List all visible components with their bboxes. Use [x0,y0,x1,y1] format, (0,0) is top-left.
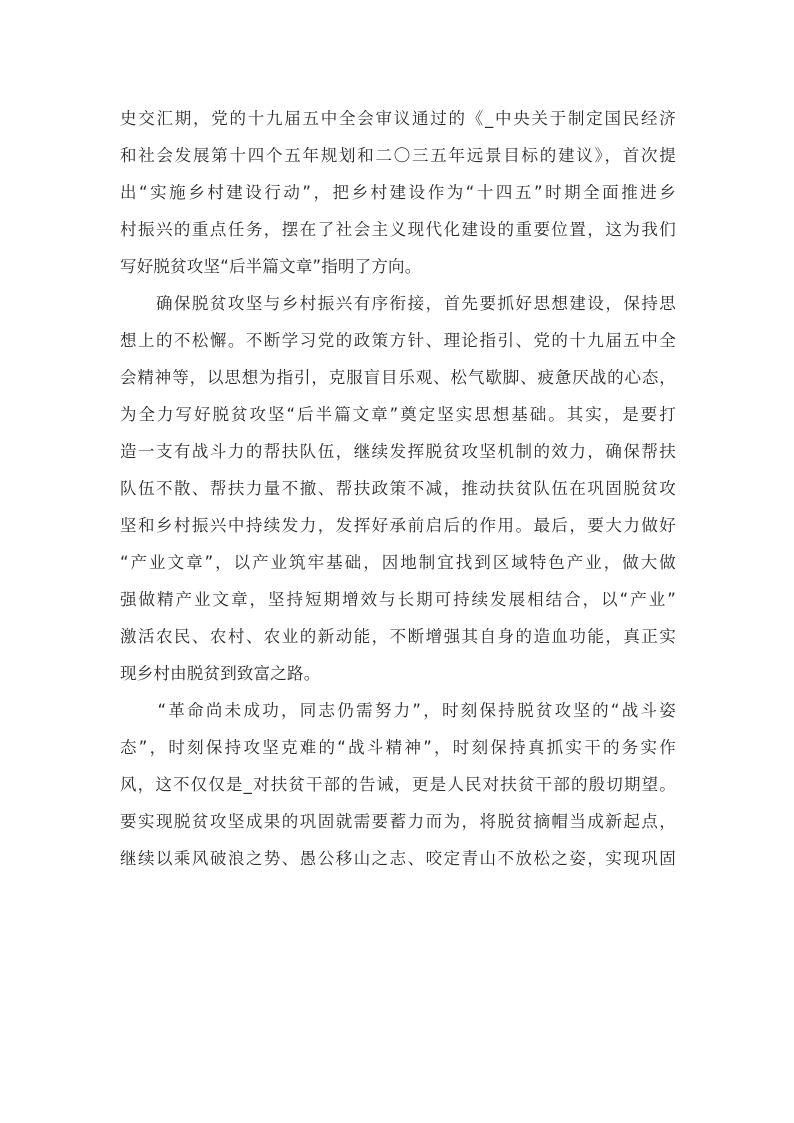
text-line: 确保脱贫攻坚与乡村振兴有序衔接，首先要抓好思想建设，保持思 [120,294,676,313]
text-line: 村振兴的重点任务，摆在了社会主义现代化建设的重要位置，这为我们 [120,220,676,239]
text-line: 出“实施乡村建设行动”，把乡村建设作为“十四五”时期全面推进乡 [120,183,676,202]
text-line: 态”，时刻保持攻坚克难的“战斗精神”，时刻保持真抓实干的务实作 [120,738,676,757]
text-line: 要实现脱贫攻坚成果的巩固就需要蓄力而为，将脱贫摘帽当成新起点， [120,812,676,831]
document-body [120,100,676,877]
text-line: 激活农民、农村、农业的新动能，不断增强其自身的造血功能，真正实 [120,627,676,646]
text-line: 造一支有战斗力的帮扶队伍，继续发挥脱贫攻坚机制的效力，确保帮扶 [120,442,676,461]
text-line: 想上的不松懈。不断学习党的政策方针、理论指引、党的十九届五中全 [120,331,676,350]
text-line: “产业文章”，以产业筑牢基础，因地制宜找到区域特色产业，做大做 [120,553,676,572]
paragraph-1 [120,100,676,285]
text-line: “革命尚未成功，同志仍需努力”，时刻保持脱贫攻坚的“战斗姿 [120,701,676,720]
text-line: 和社会发展第十四个五年规划和二〇三五年远景目标的建议》，首次提 [120,146,676,165]
text-line: 坚和乡村振兴中持续发力，发挥好承前启后的作用。最后，要大力做好 [120,516,676,535]
text-line: 风，这不仅仅是_对扶贫干部的告诫，更是人民对扶贫干部的殷切期望。 [120,775,676,794]
paragraph-3 [120,692,676,877]
text-line: 会精神等，以思想为指引，克服盲目乐观、松气歇脚、疲惫厌战的心态， [120,368,676,387]
text-line: 强做精产业文章，坚持短期增效与长期可持续发展相结合，以“产业” [120,590,676,609]
text-line: 队伍不散、帮扶力量不撤、帮扶政策不减，推动扶贫队伍在巩固脱贫攻 [120,479,676,498]
text-line: 现乡村由脱贫到致富之路。 [120,664,321,683]
text-line: 为全力写好脱贫攻坚“后半篇文章”奠定坚实思想基础。其实，是要打 [120,405,676,424]
paragraph-2 [120,285,676,692]
text-line: 继续以乘风破浪之势、愚公移山之志、咬定青山不放松之姿，实现巩固 [120,849,676,868]
text-line: 写好脱贫攻坚“后半篇文章”指明了方向。 [120,257,422,276]
text-line: 史交汇期，党的十九届五中全会审议通过的《_中央关于制定国民经济 [120,109,676,128]
